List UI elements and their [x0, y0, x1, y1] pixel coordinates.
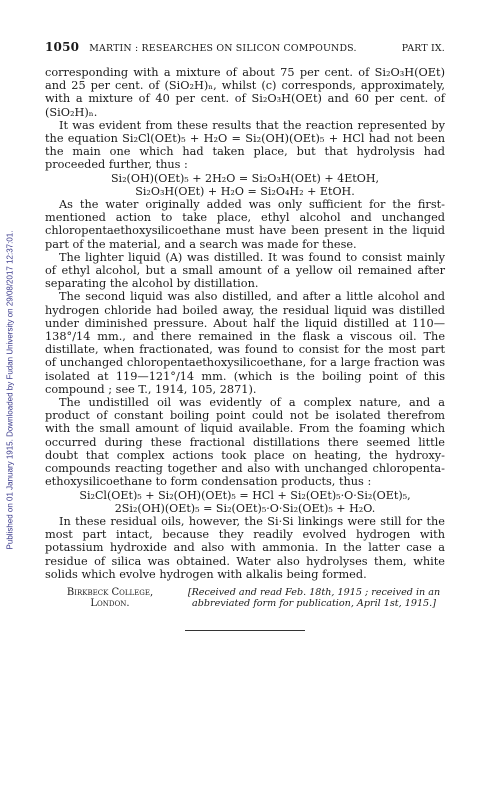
equation-1: Si₂(OH)(OEt)₅ + 2H₂O = Si₂O₃H(OEt) + 4EtOH,: [110, 171, 380, 185]
equation-2: Si₂O₃H(OEt) + H₂O = Si₂O₄H₂ + EtOH.: [135, 184, 355, 198]
page-number: 1050: [45, 40, 80, 54]
received-note: [Received and read Feb. 18th, 1915 ; received in an abbreviated form for publication, April 1st, 1915.]: [187, 586, 441, 610]
download-watermark-text: Published on 01 January 1915. Downloaded by Fudan University on 29/08/2017 12:37:01.: [5, 230, 15, 550]
download-watermark: [2, 90, 16, 690]
institution-name: Birkbeck College,: [66, 586, 154, 598]
running-title: MARTIN : RESEARCHES ON SILICON COMPOUNDS.: [89, 43, 357, 54]
running-header: [45, 40, 445, 54]
paragraph-continued: corresponding with a mixture of about 75 per cent. of Si₂O₃H(OEt) and 25 per cent. of (SiO₂H)ₙ, whilst (c) corresponds, approximately, with a mixture of 40 per cent. of Si₂O₃H(OEt) and 60 per cent. of (SiO₂H)ₙ.: [45, 66, 445, 119]
paragraph-hydrolysis: It was evident from these results that the reaction represented by the equation Si₂Cl(OEt)₅ + H₂O = Si₂(OH)(OEt)₅ + HCl had not been the main one which had taken place, but that hydrolysis had proceeded further, thus :: [45, 118, 445, 172]
paragraph-second-liquid: The second liquid was also distilled, and after a little alcohol and hydrogen chloride had boiled away, the residual liquid was distilled under diminished pressure. About half the liquid distilled at 110—138°/14 mm., and there remained in the flask a viscous oil. The distillate, when fractionated, was found to consist for the most part of unchanged chloropentaethoxysilicoethane, for a large fraction was isolated at 119—121°/14 mm. (which is the boiling point of this compound ; see T., 1914, 105, 2871).: [45, 290, 445, 396]
part-label: PART IX.: [401, 43, 445, 54]
institution: [45, 587, 175, 610]
end-rule: [185, 630, 305, 631]
journal-page: [45, 40, 445, 631]
equation-4: 2Si₂(OH)(OEt)₅ = Si₂(OEt)₅·O·Si₂(OEt)₅ + H₂O.: [114, 501, 376, 515]
paragraph-residual-oils: In these residual oils, however, the Si·Si linkings were still for the most part intact, because they readily evolved hydrogen with potassium hydroxide and also with ammonia. In the latter case a residue of silica was obtained. Water also hydrolyses them, white solids which evolve hydrogen with alkalis being formed.: [45, 514, 445, 581]
paragraph-water: As the water originally added was only sufficient for the first-mentioned action to take place, ethyl alcohol and unchanged chloropentaethoxysilicoethane must have been present in the liquid part of the material, and a search was made for these.: [45, 198, 445, 251]
institution-city: London.: [90, 598, 130, 610]
equation-3: Si₂Cl(OEt)₅ + Si₂(OH)(OEt)₅ = HCl + Si₂(OEt)₅·O·Si₂(OEt)₅,: [79, 488, 411, 502]
paragraph-undistilled-oil: The undistilled oil was evidently of a complex nature, and a product of constant boiling point could not be isolated therefrom with the small amount of liquid available. From the foaming which occurred during these fractional distillations there seemed little doubt that complex actions took place on heating, the hydroxy-compounds reacting together and also with unchanged chloropenta-ethoxysilicoethane to form condensation products, thus :: [45, 396, 445, 489]
paragraph-lighter-liquid: The lighter liquid (A) was distilled. It was found to consist mainly of ethyl alcohol, but a small amount of a yellow oil remained after separating the alcohol by distillation.: [45, 250, 445, 291]
article-footer: [45, 587, 445, 610]
